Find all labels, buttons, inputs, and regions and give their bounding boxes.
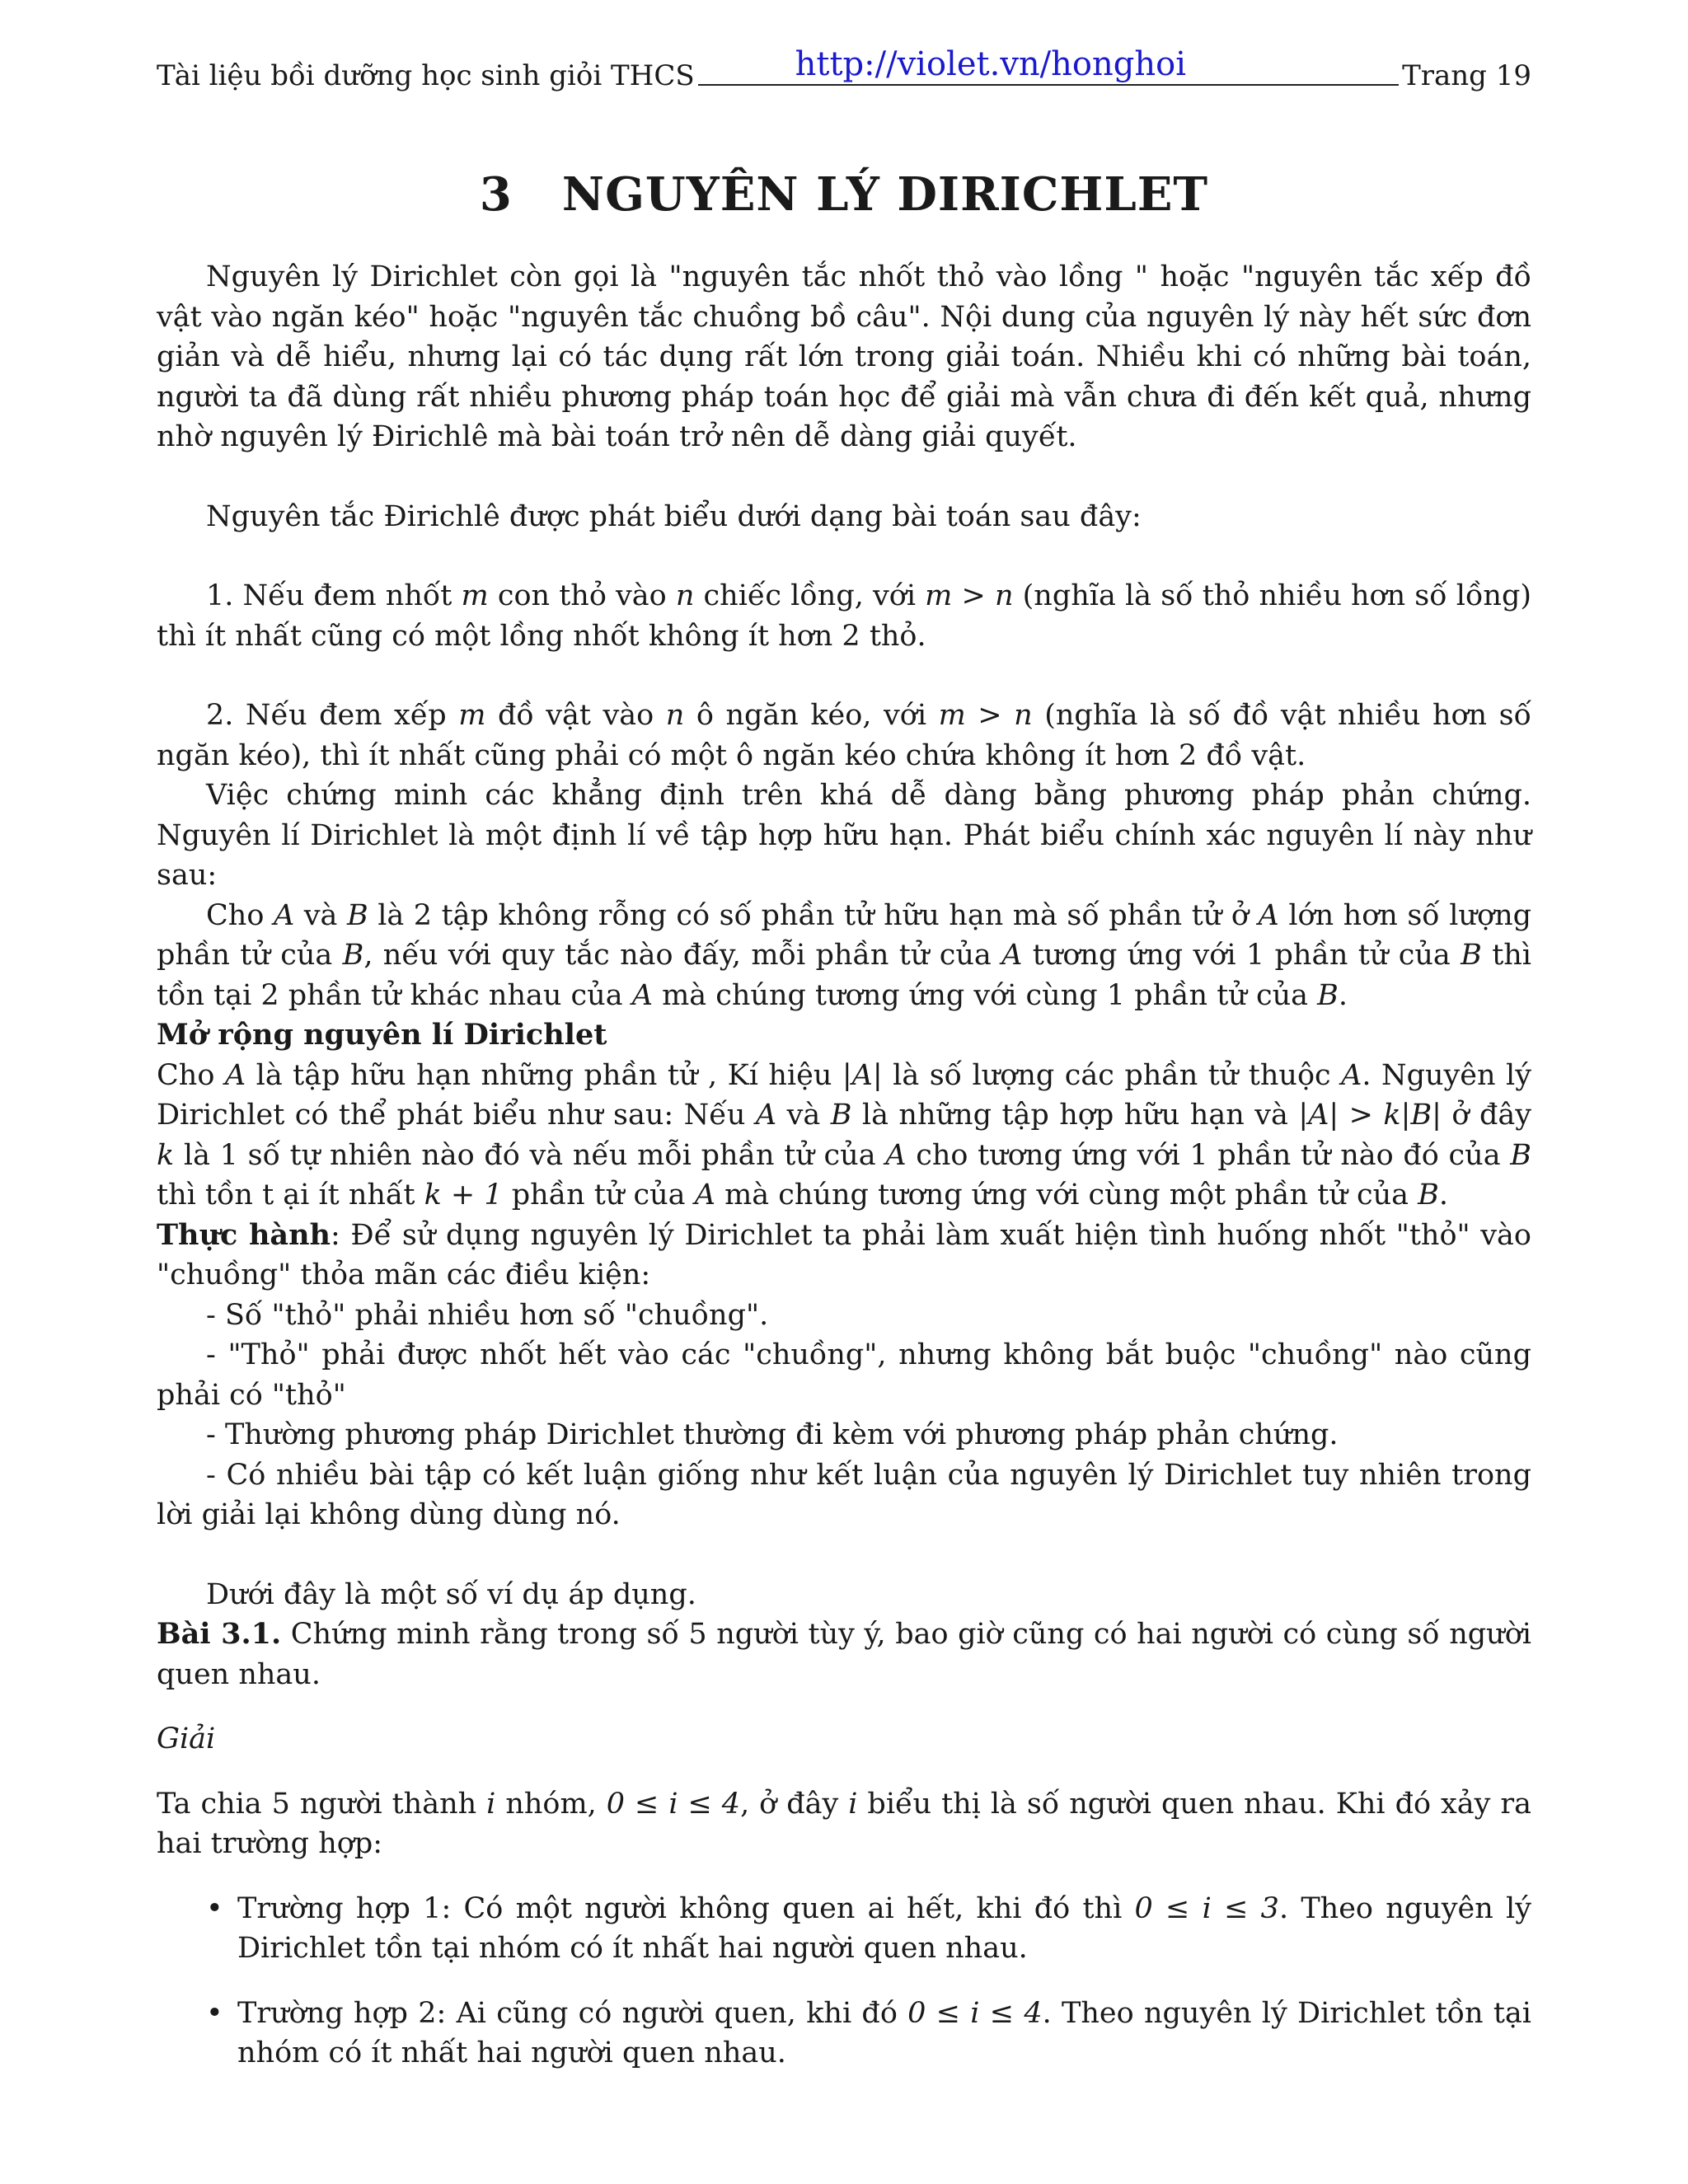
- math-expression: |A| > k|B|: [1298, 1099, 1442, 1132]
- math-var: B: [342, 939, 364, 972]
- math-var: n: [665, 699, 685, 732]
- math-var: B: [1510, 1138, 1531, 1172]
- text-run: (nghĩa là số thỏ nhiều hơn số lồng) thì ít nhất cũng có một lồng nhốt không ít hơn 2 thỏ.: [157, 579, 1532, 653]
- math-expression: k + 1: [424, 1179, 503, 1212]
- bullet-icon: •: [206, 1996, 223, 2030]
- document-body: [157, 257, 1531, 2074]
- intro-paragraph: Nguyên lý Dirichlet còn gọi là "nguyên tắc nhốt thỏ vào lồng " hoặc "nguyên tắc xếp đồ vật vào ngăn kéo" hoặc "nguyên tắc chuồng bồ câu". Nội dung của nguyên lý này hết sức đơn giản và dễ hiểu, nhưng lại có tác dụng rất lớn trong giải toán. Nhiều khi có những bài toán, người ta đã dùng rất nhiều phương pháp toán học để giải mà vẫn chưa đi đến kết quả, nhưng nhờ nguyên lý Đirichlê mà bài toán trở nên dễ dàng giải quyết.: [157, 260, 1531, 453]
- text-run: Trường hợp 2: Ai cũng có người quen, khi đó: [237, 1996, 908, 2030]
- text-run: và: [294, 898, 347, 932]
- rule-1: [157, 576, 1531, 656]
- math-var: A: [755, 1099, 777, 1132]
- text-run: 1. Nếu đem nhốt: [206, 579, 462, 612]
- text-run: là 1 số tự nhiên nào đó và nếu mỗi phần tử của: [174, 1138, 886, 1172]
- text-run: nhóm,: [495, 1787, 607, 1821]
- header-link[interactable]: http://violet.vn/honghoi: [795, 45, 1186, 83]
- math-var: B: [1461, 939, 1482, 972]
- math-var: i: [486, 1787, 496, 1821]
- text-run: thì tồn tại 2 phần tử khác nhau của: [157, 939, 1531, 1012]
- math-var: B: [830, 1099, 852, 1132]
- math-var: n: [675, 579, 695, 612]
- math-expression: 0 ≤ i ≤ 4: [907, 1996, 1043, 2030]
- text-run: con thỏ vào: [488, 579, 676, 612]
- text-run: : Để sử dụng nguyên lý Dirichlet ta phải làm xuất hiện tình huống nhốt "thỏ" vào "chuồng" thỏa mãn các điều kiện:: [157, 1218, 1531, 1291]
- text-run: đồ vật vào: [485, 699, 666, 732]
- examples-intro: Dưới đây là một số ví dụ áp dụng.: [206, 1577, 696, 1611]
- math-var: B: [1317, 978, 1339, 1012]
- text-run: ô ngăn kéo, với: [684, 699, 939, 732]
- math-var: k: [157, 1138, 175, 1172]
- math-expression: m > n: [925, 579, 1014, 612]
- math-var: A: [273, 898, 295, 932]
- extension-paragraph: [157, 1056, 1531, 1216]
- math-var: B: [346, 898, 368, 932]
- bullet-icon: •: [206, 1891, 223, 1925]
- text-run: là những tập hợp hữu hạn và: [851, 1099, 1299, 1132]
- math-expression: 0 ≤ i ≤ 3: [1134, 1891, 1279, 1925]
- page-header: [157, 45, 1531, 94]
- practice-item: - Thường phương pháp Dirichlet thường đi kèm với phương pháp phản chứng.: [206, 1418, 1339, 1451]
- list-item: [206, 1994, 1531, 2074]
- math-var: A: [1001, 939, 1023, 972]
- practice-item: - Số "thỏ" phải nhiều hơn số "chuồng".: [206, 1298, 769, 1332]
- cases-list: [157, 1889, 1531, 2074]
- text-run: phần tử của: [502, 1179, 695, 1212]
- text-run: cho tương ứng với 1 phần tử nào đó của: [906, 1138, 1511, 1172]
- text-run: là 2 tập không rỗng có số phần tử hữu hạn mà số phần tử ở: [368, 898, 1259, 932]
- exercise-statement: [157, 1615, 1531, 1694]
- math-var: B: [1418, 1179, 1439, 1212]
- math-var: A: [1341, 1058, 1362, 1092]
- text-run: , nếu với quy tắc nào đấy, mỗi phần tử của: [363, 939, 1002, 972]
- text-run: là số lượng các phần tử thuộc: [882, 1058, 1342, 1092]
- math-expression: |A|: [842, 1058, 883, 1092]
- text-run: . Theo nguyên lý Dirichlet tồn tại nhóm có ít nhất hai người quen nhau.: [237, 1891, 1532, 1965]
- list-item: [206, 1889, 1531, 1969]
- practice-label: Thực hành: [157, 1217, 331, 1252]
- text-run: thì tồn t ại ít nhất: [157, 1179, 424, 1212]
- text-run: Cho: [157, 1058, 225, 1092]
- math-var: A: [1258, 898, 1279, 932]
- page: [157, 45, 1532, 2098]
- text-run: Ta chia 5 người thành: [157, 1787, 487, 1821]
- text-run: . Theo nguyên lý Dirichlet tồn tại nhóm có ít nhất hai người quen nhau.: [237, 1996, 1531, 2069]
- principle-intro: Nguyên tắc Đirichlê được phát biểu dưới dạng bài toán sau đây:: [206, 499, 1142, 533]
- text-run: biểu thị là số người quen nhau. Khi đó xảy ra hai trường hợp:: [157, 1787, 1531, 1860]
- rule-2: [157, 696, 1531, 776]
- header-title: Tài liệu bồi dưỡng học sinh giỏi THCS: [157, 59, 695, 92]
- math-var: A: [694, 1179, 715, 1212]
- text-run: mà chúng tương ứng với cùng một phần tử của: [715, 1179, 1418, 1212]
- math-var: m: [461, 579, 489, 612]
- text-run: lớn hơn số lượng phần tử của: [157, 898, 1532, 972]
- solution-paragraph: [157, 1784, 1531, 1864]
- text-run: là tập hữu hạn những phần tử , Kí hiệu: [246, 1058, 842, 1092]
- text-run: mà chúng tương ứng với cùng 1 phần tử của: [652, 978, 1318, 1012]
- text-run: tương ứng với 1 phần tử của: [1022, 939, 1461, 972]
- math-expression: m > n: [938, 699, 1033, 732]
- text-run: và: [776, 1099, 831, 1132]
- practice-paragraph: [157, 1216, 1531, 1296]
- math-var: i: [848, 1787, 858, 1821]
- math-var: A: [224, 1058, 246, 1092]
- math-var: A: [885, 1138, 907, 1172]
- text-run: chiếc lồng, với: [694, 579, 926, 612]
- text-run: ở đây: [1441, 1099, 1531, 1132]
- text-run: .: [1338, 978, 1348, 1012]
- practice-item: - Có nhiều bài tập có kết luận giống như kết luận của nguyên lý Dirichlet tuy nhiên trong lời giải lại không dùng dùng nó.: [157, 1458, 1531, 1531]
- header-rule: [698, 45, 1399, 86]
- section-title: NGUYÊN LÝ DIRICHLET: [561, 167, 1209, 222]
- math-var: m: [458, 699, 486, 732]
- text-run: (nghĩa là số đồ vật nhiều hơn số ngăn kéo), thì ít nhất cũng phải có một ô ngăn kéo chứa không ít hơn 2 đồ vật.: [157, 699, 1531, 772]
- text-run: Trường hợp 1: Có một người không quen ai hết, khi đó thì: [237, 1891, 1135, 1925]
- formal-statement: [157, 896, 1531, 1016]
- text-run: .: [1438, 1179, 1449, 1212]
- text-run: . Nguyên lý Dirichlet có thể phát biểu như sau: Nếu: [157, 1058, 1532, 1132]
- section-heading: [157, 168, 1531, 221]
- text-run: Chứng minh rằng trong số 5 người tùy ý, bao giờ cũng có hai người có cùng số người quen nhau.: [157, 1618, 1531, 1691]
- extension-heading: Mở rộng nguyên lí Dirichlet: [157, 1018, 607, 1052]
- math-expression: 0 ≤ i ≤ 4: [606, 1787, 741, 1821]
- text-run: , ở đây: [740, 1787, 849, 1821]
- section-number: 3: [479, 167, 513, 222]
- practice-item: - "Thỏ" phải được nhốt hết vào các "chuồng", nhưng không bắt buộc "chuồng" nào cũng phải có "thỏ": [157, 1338, 1531, 1412]
- text-run: 2. Nếu đem xếp: [206, 699, 459, 732]
- math-var: A: [631, 978, 653, 1012]
- solution-label: Giải: [157, 1722, 216, 1755]
- text-run: Cho: [206, 898, 274, 932]
- page-number: Trang 19: [1402, 59, 1531, 92]
- exercise-label: Bài 3.1.: [157, 1617, 282, 1651]
- proof-note: Việc chứng minh các khẳng định trên khá dễ dàng bằng phương pháp phản chứng. Nguyên lí Dirichlet là một định lí về tập hợp hữu hạn. Phát biểu chính xác nguyên lí này như sau:: [157, 779, 1531, 892]
